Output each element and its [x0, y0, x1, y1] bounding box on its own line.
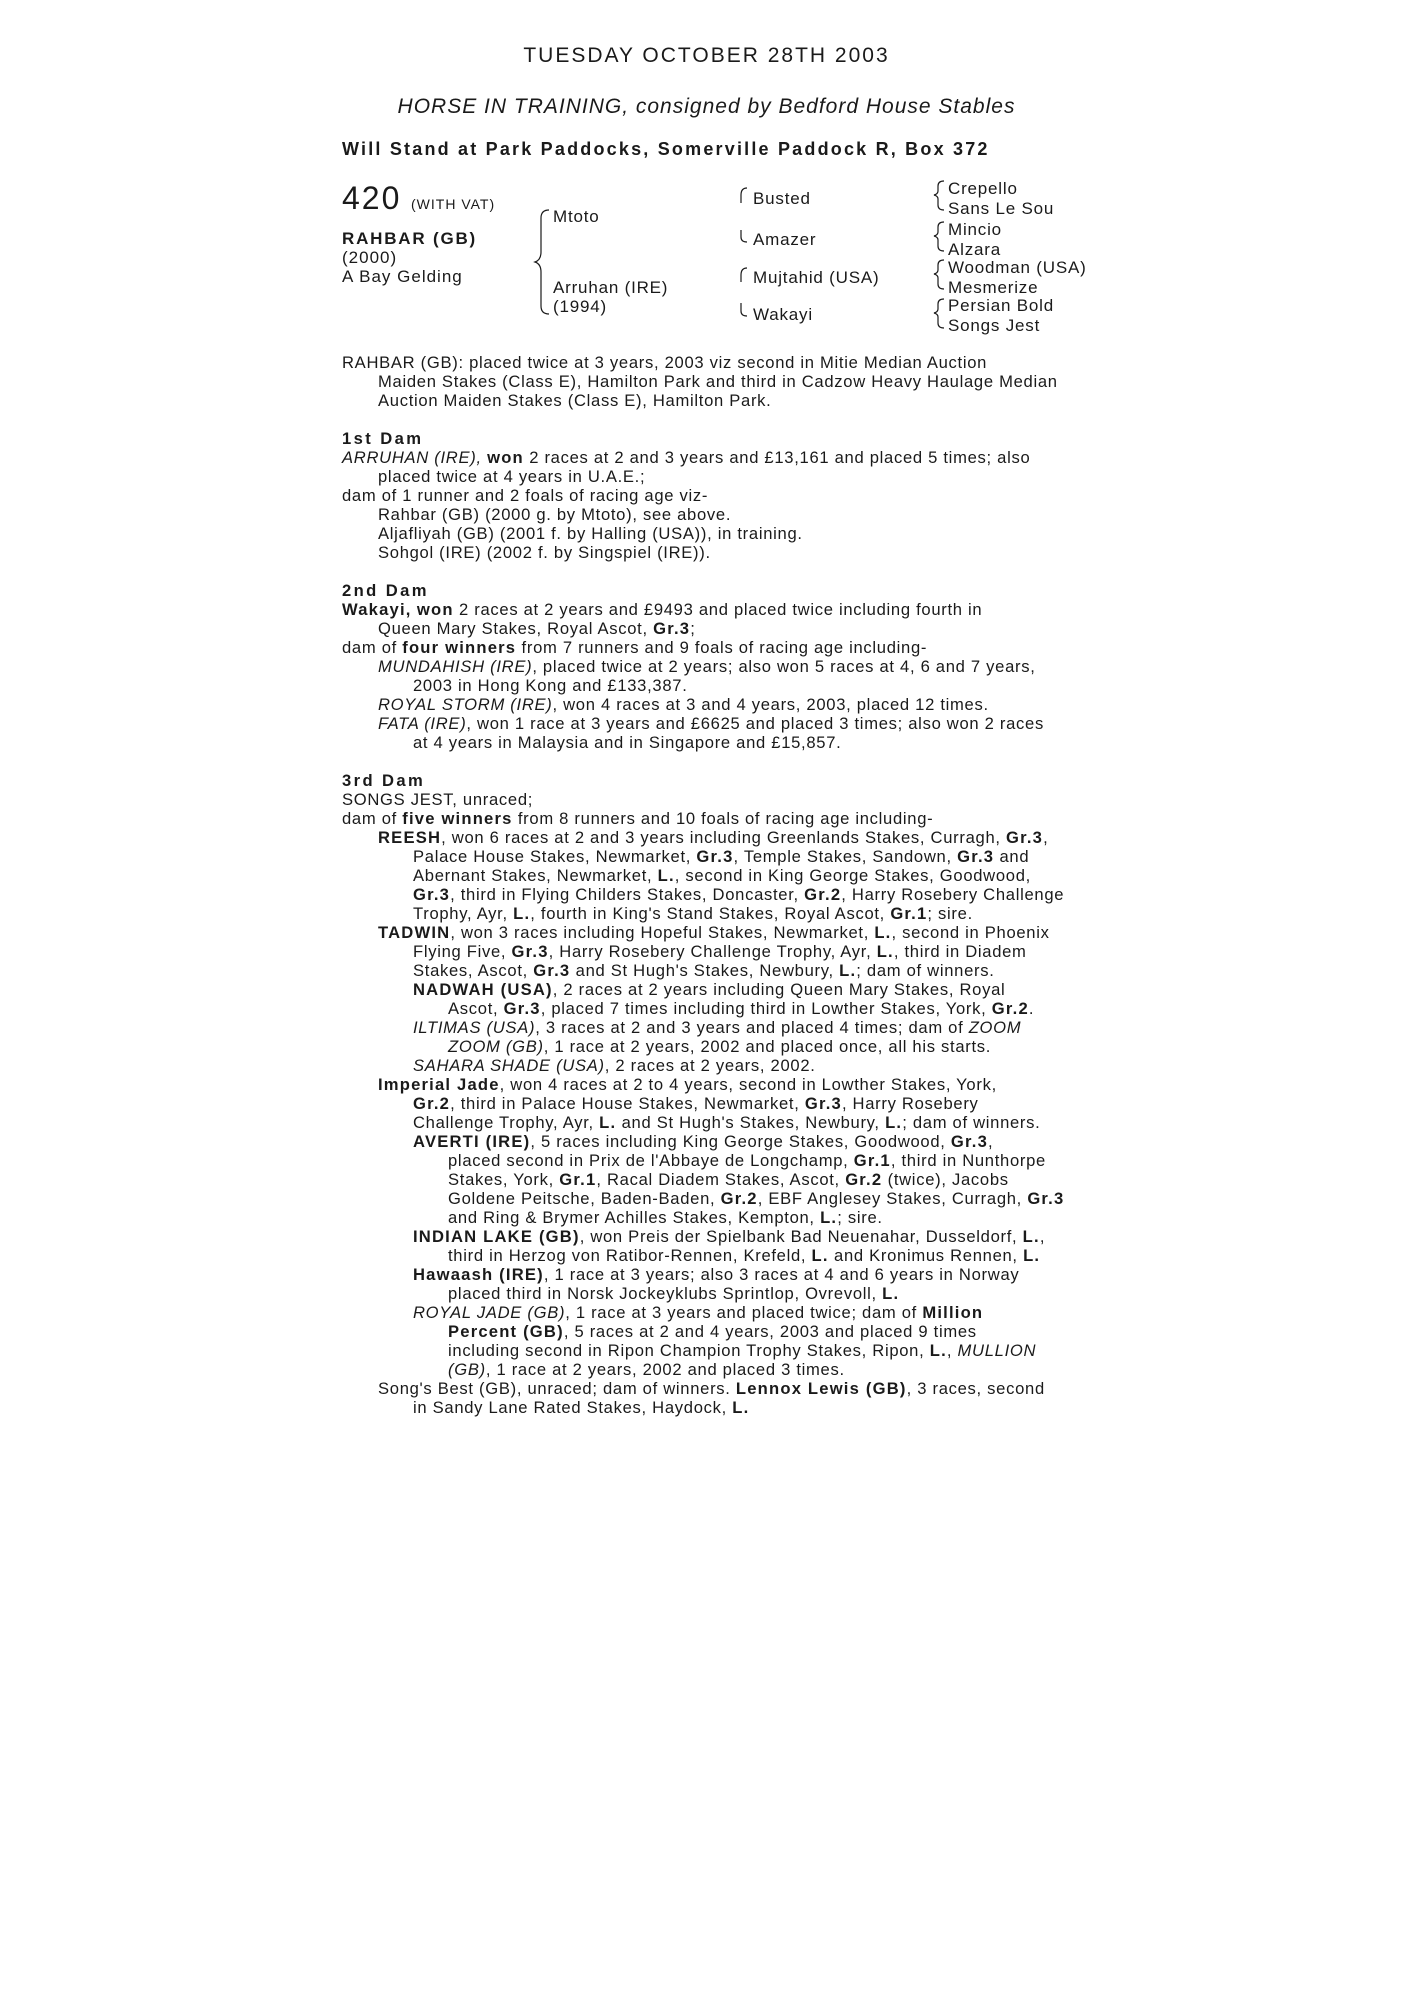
third-dam-section [342, 771, 1082, 1417]
pedigree-g2: Sans Le Sou [948, 199, 1055, 218]
catalogue-body [342, 353, 1082, 1417]
pedigree-g5: Woodman (USA) [948, 258, 1087, 277]
first-dam-line-1: ARRUHAN (IRE), won 2 races at 2 and 3 years and £13,161 and placed 5 times; also [342, 448, 1031, 467]
bracket-mujtahid [934, 260, 944, 289]
indian-lake-line-1: INDIAN LAKE (GB), won Preis der Spielbank Bad Neuenahar, Dusseldorf, L., [413, 1227, 1046, 1246]
nadwah-line-2: Ascot, Gr.3, placed 7 times including third in Lowther Stakes, York, Gr.2. [448, 999, 1035, 1018]
pedigree-sire-sire: Busted [753, 189, 811, 208]
second-dam-heading: 2nd Dam [342, 581, 429, 600]
second-dam-line-1: Wakayi, won 2 races at 2 years and £9493 and placed twice including fourth in [342, 600, 983, 619]
intro-line-2: Maiden Stakes (Class E), Hamilton Park and third in Cadzow Heavy Haulage Median [378, 372, 1058, 391]
reesh-line-4: Gr.3, third in Flying Childers Stakes, Doncaster, Gr.2, Harry Rosebery Challenge [413, 885, 1065, 904]
indian-lake-line-2: third in Herzog von Ratibor-Rennen, Krefeld, L. and Kronimus Rennen, L. [448, 1246, 1041, 1265]
pedigree-sire-dam: Amazer [753, 230, 817, 249]
bracket-amazer [934, 222, 944, 251]
reesh-line-5: Trophy, Ayr, L., fourth in King's Stand Stakes, Royal Ascot, Gr.1; sire. [413, 904, 973, 923]
pedigree-g3: Mincio [948, 220, 1002, 239]
bracket-wakayi [934, 299, 944, 328]
horse-name: RAHBAR (GB) [342, 229, 478, 248]
lot-vat: (WITH VAT) [411, 196, 496, 212]
imperial-line-1: Imperial Jade, won 4 races at 2 to 4 years, second in Lowther Stakes, York, [378, 1075, 997, 1094]
first-dam-line-6: Sohgol (IRE) (2002 f. by Singspiel (IRE)). [378, 543, 711, 562]
horse-year: (2000) [342, 248, 398, 267]
intro-line-1: RAHBAR (GB): placed twice at 3 years, 2003 viz second in Mitie Median Auction [342, 353, 988, 372]
reesh-line-3: Abernant Stakes, Newmarket, L., second in King George Stakes, Goodwood, [413, 866, 1031, 885]
horse-description: A Bay Gelding [342, 267, 463, 286]
first-dam-line-2: placed twice at 4 years in U.A.E.; [378, 467, 646, 486]
hawaash-line-2: placed third in Norsk Jockeyklubs Sprintlop, Ovrevoll, L. [448, 1284, 900, 1303]
reesh-line-2: Palace House Stakes, Newmarket, Gr.3, Temple Stakes, Sandown, Gr.3 and [413, 847, 1030, 866]
first-dam-line-5: Aljafliyah (GB) (2001 f. by Halling (USA)), in training. [378, 524, 803, 543]
third-dam-line-1: SONGS JEST, unraced; [342, 790, 534, 809]
imperial-line-3: Challenge Trophy, Ayr, L. and St Hugh's Stakes, Newbury, L.; dam of winners. [413, 1113, 1041, 1132]
hawaash-line-1: Hawaash (IRE), 1 race at 3 years; also 3 races at 4 and 6 years in Norway [413, 1265, 1020, 1284]
second-dam-section [342, 581, 1082, 752]
sahara-line-1: SAHARA SHADE (USA), 2 races at 2 years, 2002. [413, 1056, 816, 1075]
first-dam-heading: 1st Dam [342, 429, 424, 448]
pedigree-g7: Persian Bold [948, 296, 1054, 315]
second-dam-line-7: FATA (IRE), won 1 race at 3 years and £6625 and placed 3 times; also won 2 races [378, 714, 1044, 733]
pedigree-dam: Arruhan (IRE) [553, 278, 669, 297]
pedigree-dam-year: (1994) [553, 297, 607, 316]
bracket-busted [934, 181, 944, 210]
royal-jade-line-2: Percent (GB), 5 races at 2 and 4 years, 2003 and placed 9 times [448, 1322, 977, 1341]
royal-jade-line-4: (GB), 1 race at 2 years, 2002 and placed 3 times. [448, 1360, 845, 1379]
iltimas-line-1: ILTIMAS (USA), 3 races at 2 and 3 years and placed 4 times; dam of ZOOM [413, 1018, 1022, 1037]
intro-line-3: Auction Maiden Stakes (Class E), Hamilton Park. [378, 391, 772, 410]
third-dam-heading: 3rd Dam [342, 771, 426, 790]
tadwin-line-3: Stakes, Ascot, Gr.3 and St Hugh's Stakes, Newbury, L.; dam of winners. [413, 961, 995, 980]
averti-line-4: Goldene Peitsche, Baden-Baden, Gr.2, EBF Anglesey Stakes, Curragh, Gr.3 [448, 1189, 1065, 1208]
nadwah-line-1: NADWAH (USA), 2 races at 2 years including Queen Mary Stakes, Royal [413, 980, 1006, 999]
pedigree-g1: Crepello [948, 179, 1018, 198]
pedigree-g6: Mesmerize [948, 278, 1039, 297]
royal-jade-line-1: ROYAL JADE (GB), 1 race at 3 years and placed twice; dam of Million [413, 1303, 984, 1322]
third-dam-line-2: dam of five winners from 8 runners and 10 foals of racing age including- [342, 809, 934, 828]
second-dam-line-3: dam of four winners from 7 runners and 9 foals of racing age including- [342, 638, 928, 657]
tadwin-line-1: TADWIN, won 3 races including Hopeful Stakes, Newmarket, L., second in Phoenix [378, 923, 1050, 942]
imperial-line-2: Gr.2, third in Palace House Stakes, Newmarket, Gr.3, Harry Rosebery [413, 1094, 979, 1113]
pedigree-sire: Mtoto [553, 207, 600, 226]
second-dam-line-5: 2003 in Hong Kong and £133,387. [413, 676, 688, 695]
pedigree-dam-sire: Mujtahid (USA) [753, 268, 880, 287]
bracket-sire-low [741, 230, 747, 242]
pedigree-dam-dam: Wakayi [753, 305, 813, 324]
intro-paragraph [342, 353, 1082, 410]
first-dam-line-3: dam of 1 runner and 2 foals of racing age viz- [342, 486, 709, 505]
first-dam-line-4: Rahbar (GB) (2000 g. by Mtoto), see above. [378, 505, 732, 524]
stand-location: Will Stand at Park Paddocks, Somerville Paddock R, Box 372 [342, 139, 990, 159]
pedigree-g4: Alzara [948, 240, 1001, 259]
royal-jade-line-3: including second in Ripon Champion Trophy Stakes, Ripon, L., MULLION [448, 1341, 1037, 1360]
second-dam-line-4: MUNDAHISH (IRE), placed twice at 2 years; also won 5 races at 4, 6 and 7 years, [378, 657, 1036, 676]
lot-number: 420 [342, 180, 402, 216]
pedigree-g8: Songs Jest [948, 316, 1041, 335]
iltimas-line-2: ZOOM (GB), 1 race at 2 years, 2002 and placed once, all his starts. [448, 1037, 992, 1056]
averti-line-5: and Ring & Brymer Achilles Stakes, Kempton, L.; sire. [448, 1208, 883, 1227]
second-dam-line-6: ROYAL STORM (IRE), won 4 races at 3 and 4 years, 2003, placed 12 times. [378, 695, 989, 714]
consignment-line: HORSE IN TRAINING, consigned by Bedford House Stables [397, 95, 1016, 118]
sale-date: TUESDAY OCTOBER 28TH 2003 [523, 44, 890, 67]
averti-line-2: placed second in Prix de l'Abbaye de Longchamp, Gr.1, third in Nunthorpe [448, 1151, 1046, 1170]
songs-best-line-2: in Sandy Lane Rated Stakes, Haydock, L. [413, 1398, 750, 1417]
bracket-main [535, 210, 549, 314]
tadwin-line-2: Flying Five, Gr.3, Harry Rosebery Challenge Trophy, Ayr, L., third in Diadem [413, 942, 1027, 961]
second-dam-line-8: at 4 years in Malaysia and in Singapore and £15,857. [413, 733, 842, 752]
second-dam-line-2: Queen Mary Stakes, Royal Ascot, Gr.3; [378, 619, 696, 638]
averti-line-1: AVERTI (IRE), 5 races including King George Stakes, Goodwood, Gr.3, [413, 1132, 994, 1151]
averti-line-3: Stakes, York, Gr.1, Racal Diadem Stakes, Ascot, Gr.2 (twice), Jacobs [448, 1170, 1009, 1189]
pedigree-brackets [0, 0, 1413, 400]
first-dam-section [342, 429, 1082, 562]
bracket-sire [741, 188, 747, 203]
songs-best-line-1: Song's Best (GB), unraced; dam of winners. Lennox Lewis (GB), 3 races, second [378, 1379, 1045, 1398]
reesh-line-1: REESH, won 6 races at 2 and 3 years including Greenlands Stakes, Curragh, Gr.3, [378, 828, 1049, 847]
bracket-dam-low [741, 303, 747, 316]
bracket-dam [741, 268, 747, 282]
